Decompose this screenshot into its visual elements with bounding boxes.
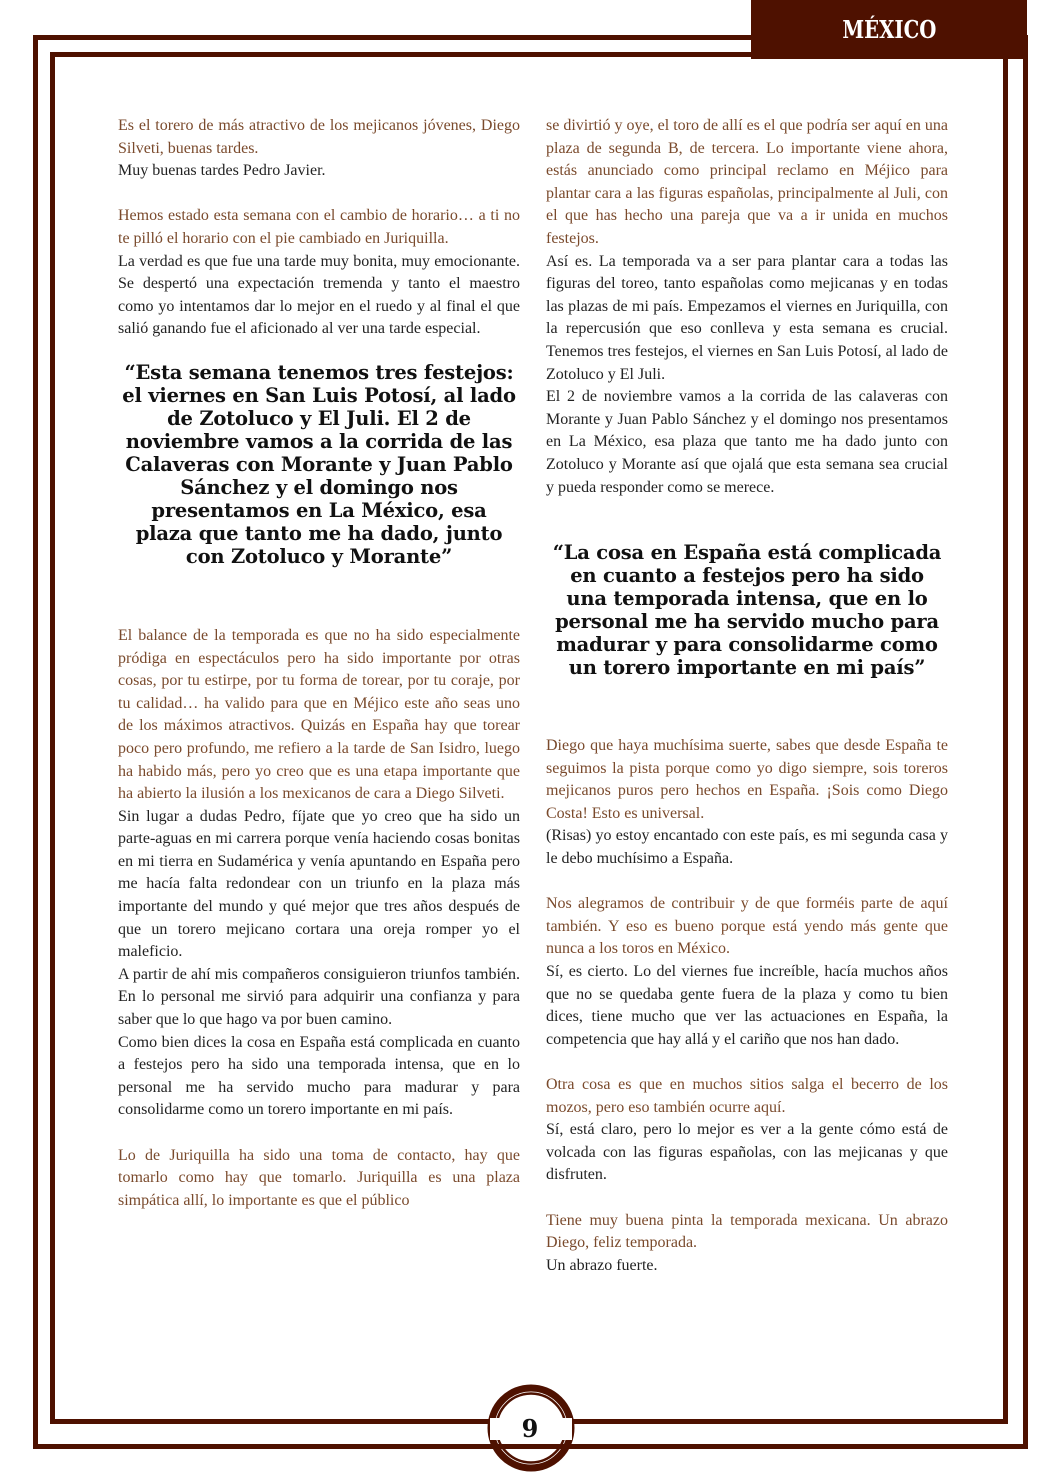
- interview-question: Nos alegramos de contribuir y de que forméis parte de aquí también. Y eso es bueno porque está yendo más gente que nunca a los toros en México.: [546, 895, 948, 958]
- interview-question: Otra cosa es que en muchos sitios salga el becerro de los mozos, pero eso también ocurre aquí.: [546, 1076, 948, 1116]
- interview-answer: (Risas) yo estoy encantado con este país, es mi segunda casa y le debo muchísimo a España.: [546, 827, 948, 868]
- interview-question: Diego que haya muchísima suerte, sabes que desde España te seguimos la pista porque como yo digo siempre, sois toreros mejicanos puros pero hechos en España. ¡Sois como Diego Costa! Esto es universal.: [546, 737, 948, 822]
- interview-answer: Sí, es cierto. Lo del viernes fue increíble, hacía muchos años que no se quedaba gente fuera de la plaza y como tu bien dices, tiene mucho que ver las actuaciones en España, la competencia que hay allá y el cariño que nos han dado.: [546, 963, 948, 1048]
- interview-answer: Sí, está claro, pero lo mejor es ver a la gente cómo está de volcada con las figuras españolas, con las mejicanas y que disfruten.: [546, 1121, 948, 1184]
- interview-question: se divirtió y oye, el toro de allí es el que podría ser aquí en una plaza de segunda B, de tercera. Lo importante viene ahora, estás anunciado como principal reclamo en Méjico para plantar cara a las figuras españolas, principalmente al Juli, con el que has hecho una pareja que va a ir unida en muchos festejos.: [546, 117, 948, 247]
- interview-question: Lo de Juriquilla ha sido una toma de contacto, hay que tomarlo como hay que tomarlo. Juriquilla es una plaza simpática allí, lo importante es que el público: [118, 1146, 520, 1209]
- spacer: [118, 183, 520, 206]
- spacer: [546, 871, 948, 894]
- left-column: [118, 115, 520, 1212]
- pull-quote: “La cosa en España está complicada en cuanto a festejos pero ha sido una temporada intensa, que en lo personal me ha servido mucho para madurar y para consolidarme como un torero importante en mi país”: [552, 541, 942, 680]
- interview-answer: Un abrazo fuerte.: [546, 1256, 658, 1274]
- interview-answer: La verdad es que fue una tarde muy bonita, muy emocionante. Se despertó una expectación tremenda y tanto el maestro como yo intentamos dar lo mejor en el ruedo y al final el que salió ganando fue el aficionado al ver una tarde especial.: [118, 252, 520, 338]
- spacer: [546, 1187, 948, 1210]
- spacer: [546, 1051, 948, 1074]
- spacer: [118, 1122, 520, 1145]
- section-label: MÉXICO: [841, 15, 937, 44]
- interview-answer: Sin lugar a dudas Pedro, fíjate que yo creo que ha sido un parte-aguas en mi carrera porque venía haciendo cosas bonitas en mi tierra en Sudamérica y venía apuntando en España pero me hacía falta redondear con un triunfo en la plaza más importante del mundo y qué mejor que tres años después de que un torero mejicano cortara una oreja romper yo el maleficio.: [118, 807, 520, 961]
- interview-answer: Muy buenas tardes Pedro Javier.: [118, 162, 326, 180]
- interview-answer: El 2 de noviembre vamos a la corrida de las calaveras con Morante y Juan Pablo Sánchez y el domingo nos presentamos en La México, esa plaza que tanto me ha dado junto con Zotoluco y Morante así que ojalá que esta semana sea crucial y pueda responder como se merece.: [546, 388, 948, 496]
- interview-answer: A partir de ahí mis compañeros consiguieron triunfos también. En lo personal me sirvió para adquirir una confianza y para saber que lo que hago va por buen camino.: [118, 965, 520, 1029]
- interview-answer: Así es. La temporada va a ser para plantar cara a todas las figuras del toreo, tanto españolas como mejicanas y en todas las plazas de mi país. Empezamos el viernes en Juriquilla, con la repercusión que eso conlleva y esta semana es crucial. Tenemos tres festejos, el viernes en San Luis Potosí, al lado de Zotoluco y El Juli.: [546, 252, 948, 383]
- interview-question: Es el torero de más atractivo de los mejicanos jóvenes, Diego Silveti, buenas tardes.: [118, 117, 520, 157]
- interview-answer: Como bien dices la cosa en España está complicada en cuanto a festejos pero ha sido una temporada intensa, que en lo personal me ha servido mucho para madurar y para consolidarme como un torero importante en mi país.: [118, 1033, 520, 1119]
- right-column: [546, 115, 948, 1277]
- interview-question: Tiene muy buena pinta la temporada mexicana. Un abrazo Diego, feliz temporada.: [546, 1211, 948, 1252]
- section-header-tab: [751, 0, 1027, 59]
- page-number: 9: [521, 1414, 539, 1443]
- pull-quote: “Esta semana tenemos tres festejos: el viernes en San Luis Potosí, al lado de Zotoluco y El Juli. El 2 de noviembre vamos a la corrida de las Calaveras con Morante y Juan Pablo Sánchez y el domingo nos presentamos en La México, esa plaza que tanto me ha dado, junto con Zotoluco y Morante”: [122, 360, 516, 568]
- interview-question: El balance de la temporada es que no ha sido especialmente pródiga en espectáculos pero ha sido importante por otras cosas, por tu estirpe, por tu forma de torear, por tu coraje, por tu calidad… ha valido para que en Méjico este año seas uno de los máximos atractivos. Quizás en España hay que torear poco pero profundo, me refiero a la tarde de San Isidro, luego ha habido más, pero yo creo que es una etapa importante que ha abierto la ilusión a los mexicanos de cara a Diego Silveti.: [118, 626, 520, 803]
- interview-question: Hemos estado esta semana con el cambio de horario… a ti no te pilló el horario con el pie cambiado en Juriquilla.: [118, 207, 520, 247]
